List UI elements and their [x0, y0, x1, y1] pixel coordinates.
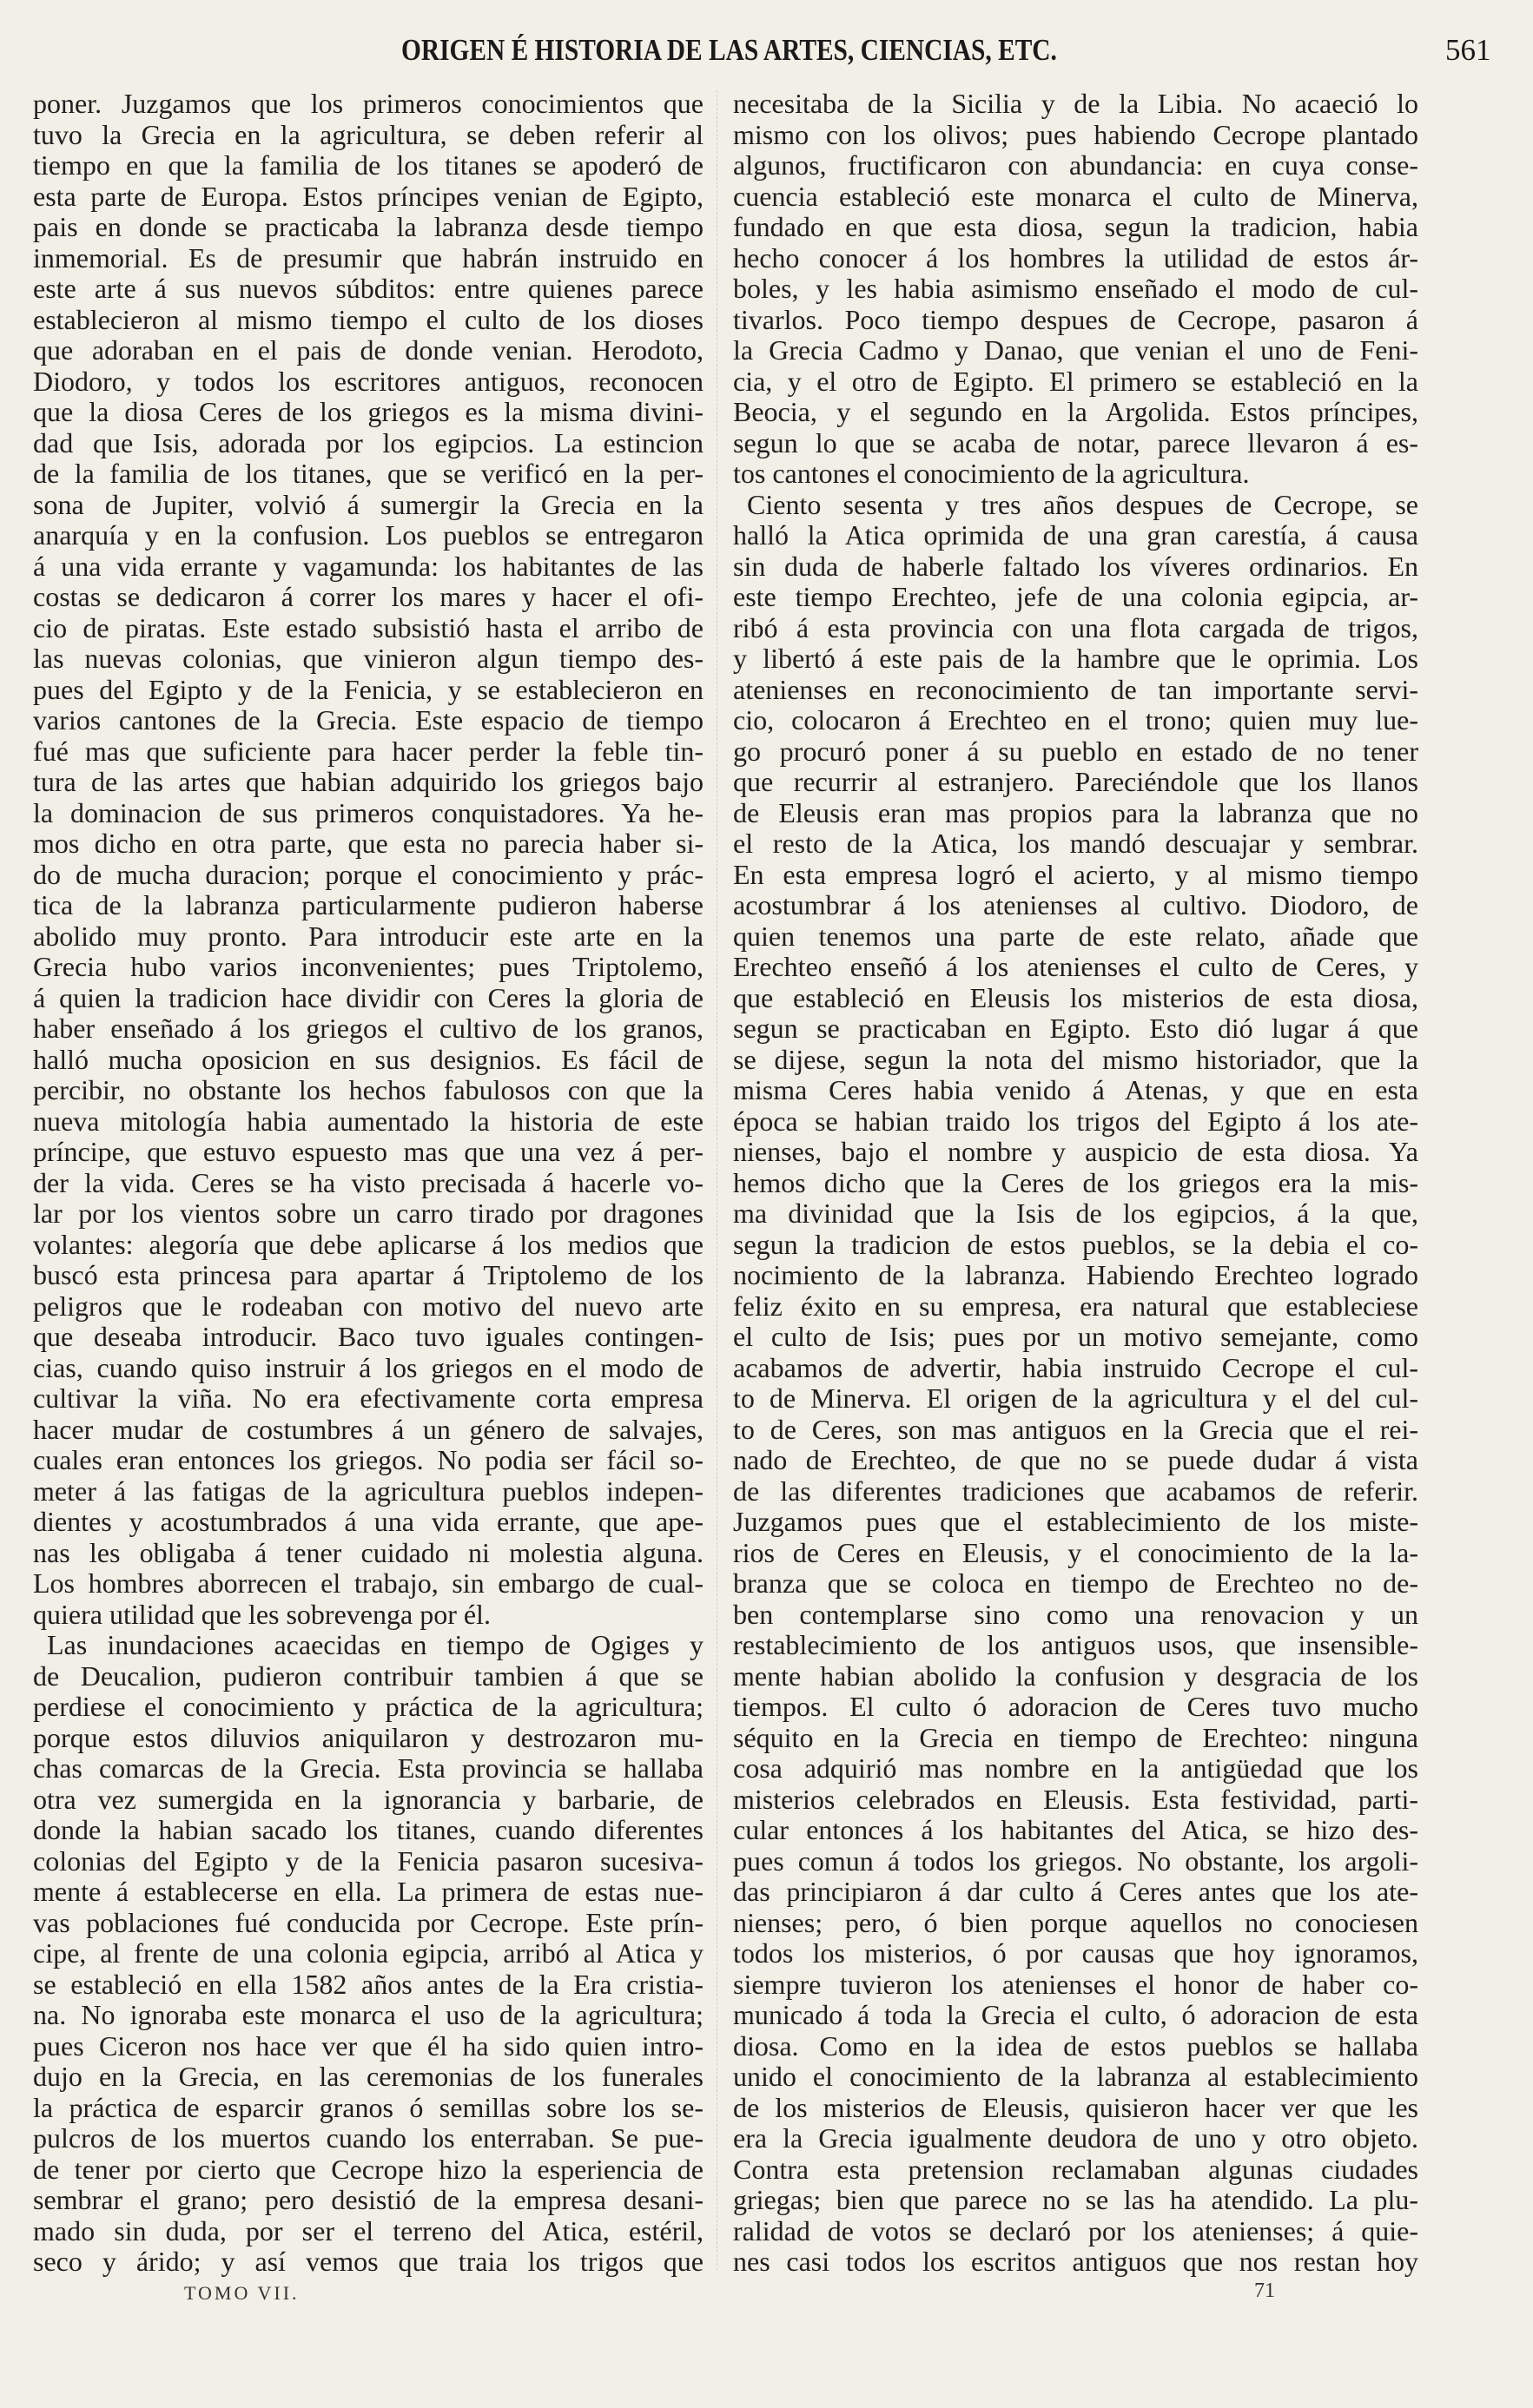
text-line: séquito en la Grecia en tiempo de Erechteo: ninguna	[733, 1722, 1418, 1753]
left-column	[33, 89, 704, 2278]
text-line: establecieron al mismo tiempo el culto de los dioses	[33, 304, 704, 335]
text-line: feliz éxito en su empresa, era natural que estableciese	[733, 1290, 1418, 1322]
text-line: nas les obligaba á tener cuidado ni molestia alguna.	[33, 1537, 704, 1568]
text-line: ma divinidad que la Isis de los egipcios, á la que,	[733, 1198, 1418, 1229]
text-line: Diodoro, y todos los escritores antiguos, reconocen	[33, 366, 704, 397]
text-line: nado de Erechteo, de que no se puede dudar á vista	[733, 1445, 1418, 1475]
text-line: Los hombres aborrecen el trabajo, sin embargo de cual-	[33, 1568, 704, 1599]
text-line: la dominacion de sus primeros conquistadores. Ya he-	[33, 797, 704, 828]
text-line: chas comarcas de la Grecia. Esta provincia se hallaba	[33, 1753, 704, 1784]
text-line: segun la tradicion de estos pueblos, se la debia el co-	[733, 1229, 1418, 1260]
text-line: diosa. Como en la idea de estos pueblos se hallaba	[733, 2030, 1418, 2062]
text-line: cio, colocaron á Erechteo en el trono; quien muy lue-	[733, 705, 1418, 736]
text-line: hacer mudar de costumbres á un género de salvajes,	[33, 1414, 704, 1445]
text-line: nocimiento de la labranza. Habiendo Erechteo logrado	[733, 1260, 1418, 1290]
text-line: lar por los vientos sobre un carro tirado por dragones	[33, 1198, 704, 1229]
text-line: dientes y acostumbrados á una vida errante, que ape-	[33, 1507, 704, 1537]
text-line: sin duda de haberle faltado los víveres ordinarios. En	[733, 551, 1418, 582]
text-line: costas se dedicaron á correr los mares y hacer el ofi-	[33, 582, 704, 612]
text-line: halló mucha oposicion en sus designios. Es fácil de	[33, 1044, 704, 1075]
text-line: nes casi todos los escritos antiguos que nos restan hoy	[733, 2246, 1418, 2277]
text-line: Juzgamos pues que el establecimiento de los miste-	[733, 1507, 1418, 1537]
text-line: segun lo que se acaba de notar, parece llevaron á es-	[733, 427, 1418, 459]
text-line: fué mas que suficiente para hacer perder la feble tin-	[33, 736, 704, 767]
text-line: era la Grecia igualmente deudora de uno y otro objeto.	[733, 2123, 1418, 2154]
text-line: esta parte de Europa. Estos príncipes venian de Egipto,	[33, 181, 704, 212]
text-line: nienses; pero, ó bien porque aquellos no conociesen	[733, 1907, 1418, 1938]
text-line: el culto de Isis; pues por un motivo semejante, como	[733, 1322, 1418, 1352]
text-line: cia, y el otro de Egipto. El primero se estableció en la	[733, 366, 1418, 397]
text-line: restablecimiento de los antiguos usos, que insensible-	[733, 1630, 1418, 1660]
text-line: quien tenemos una parte de este relato, añade que	[733, 920, 1418, 952]
text-line: unido el conocimiento de la labranza al establecimiento	[733, 2062, 1418, 2092]
text-line: peligros que le rodeaban con motivo del nuevo arte	[33, 1290, 704, 1322]
text-line: Grecia hubo varios inconvenientes; pues Triptolemo,	[33, 952, 704, 982]
text-line: municado á toda la Grecia el culto, ó adoracion de esta	[733, 2000, 1418, 2030]
text-line: ben contemplarse sino como una renovacion y un	[733, 1599, 1418, 1630]
text-line: cultivar la viña. No era efectivamente corta empresa	[33, 1383, 704, 1414]
text-line: dujo en la Grecia, en las ceremonias de los funerales	[33, 2062, 704, 2092]
text-line: pues del Egipto y de la Fenicia, y se establecieron en	[33, 674, 704, 705]
text-line: der la vida. Ceres se ha visto precisada á hacerle vo-	[33, 1167, 704, 1198]
text-line: que estableció en Eleusis los misterios de esta diosa,	[733, 982, 1418, 1013]
text-line: Las inundaciones acaecidas en tiempo de Ogiges y	[47, 1630, 704, 1660]
text-line: mente á establecerse en ella. La primera de estas nue-	[33, 1877, 704, 1907]
text-line: todos los misterios, ó por causas que hoy ignoramos,	[733, 1938, 1418, 1969]
text-line: atenienses en reconocimiento de tan importante servi-	[733, 674, 1418, 705]
text-line: pulcros de los muertos cuando los enterraban. Se pue-	[33, 2123, 704, 2154]
text-line: donde la habian sacado los titanes, cuando diferentes	[33, 1815, 704, 1845]
text-line: vas poblaciones fué conducida por Cecrope. Este prín-	[33, 1907, 704, 1938]
text-line: tiempo en que la familia de los titanes se apoderó de	[33, 150, 704, 181]
running-head-title: ORIGEN É HISTORIA DE LAS ARTES, CIENCIAS, ETC.	[401, 33, 1057, 67]
text-line: anarquía y en la confusion. Los pueblos se entregaron	[33, 520, 704, 551]
paragraph	[733, 490, 1418, 2278]
text-line: de los misterios de Eleusis, quisieron hacer ver que les	[733, 2092, 1418, 2123]
text-line: abolido muy pronto. Para introducir este arte en la	[33, 920, 704, 952]
text-line: de las diferentes tradiciones que acabamos de referir.	[733, 1475, 1418, 1507]
text-line: En esta empresa logró el acierto, y al mismo tiempo	[733, 859, 1418, 890]
text-line: misterios celebrados en Eleusis. Esta festividad, parti-	[733, 1784, 1418, 1815]
text-line: de Eleusis eran mas propios para la labranza que no	[733, 797, 1418, 828]
text-line: haber enseñado á los griegos el cultivo de los granos,	[33, 1013, 704, 1044]
text-line: ralidad de votos se declaró por los atenienses; á quie-	[733, 2215, 1418, 2246]
text-line: que adoraban en el pais de donde venian. Herodoto,	[33, 335, 704, 366]
text-line: la Grecia Cadmo y Danao, que venian el uno de Feni-	[733, 335, 1418, 366]
text-line: la práctica de esparcir granos ó semillas sobre los se-	[33, 2092, 704, 2123]
text-line: á quien la tradicion hace dividir con Ceres la gloria de	[33, 982, 704, 1013]
text-line: halló la Atica oprimida de una gran carestía, á causa	[733, 520, 1418, 551]
text-line: otra vez sumergida en la ignorancia y barbarie, de	[33, 1784, 704, 1815]
text-line: cuencia estableció este monarca el culto de Minerva,	[733, 181, 1418, 212]
text-line: tica de la labranza particularmente pudieron haberse	[33, 890, 704, 920]
text-line: das principiaron á dar culto á Ceres antes que los ate-	[733, 1877, 1418, 1907]
text-line: pais en donde se practicaba la labranza desde tiempo	[33, 212, 704, 242]
text-line: tiempos. El culto ó adoracion de Ceres tuvo mucho	[733, 1692, 1418, 1722]
text-line: que recurrir al estranjero. Pareciéndole que los llanos	[733, 767, 1418, 797]
text-line: cio de piratas. Este estado subsistió hasta el arribo de	[33, 612, 704, 643]
text-line: las nuevas colonias, que vinieron algun tiempo des-	[33, 643, 704, 674]
text-line: de la familia de los titanes, que se verificó en la per-	[33, 459, 704, 489]
text-line: inmemorial. Es de presumir que habrán instruido en	[33, 242, 704, 274]
text-line: mado sin duda, por ser el terreno del Atica, estéril,	[33, 2215, 704, 2246]
text-line: este arte á sus nuevos súbditos: entre quienes parece	[33, 274, 704, 304]
text-line: colonias del Egipto y de la Fenicia pasaron sucesiva-	[33, 1845, 704, 1877]
text-line: á una vida errante y vagamunda: los habitantes de las	[33, 551, 704, 582]
text-line: este tiempo Erechteo, jefe de una colonia egipcia, ar-	[733, 582, 1418, 612]
text-line: necesitaba de la Sicilia y de la Libia. No acaeció lo	[733, 89, 1418, 119]
text-line: segun se practicaban en Egipto. Esto dió lugar á que	[733, 1013, 1418, 1044]
text-line: que deseaba introducir. Baco tuvo iguales contingen-	[33, 1322, 704, 1352]
text-line: tura de las artes que habian adquirido los griegos bajo	[33, 767, 704, 797]
text-line: varios cantones de la Grecia. Este espacio de tiempo	[33, 705, 704, 736]
text-line: quiera utilidad que les sobrevenga por él.	[33, 1599, 491, 1630]
paragraph	[733, 89, 1418, 490]
signature-mark: 71	[1254, 2279, 1275, 2302]
right-column	[733, 89, 1418, 2278]
text-line: go procuró poner á su pueblo en estado de no tener	[733, 736, 1418, 767]
text-line: sona de Jupiter, volvió á sumergir la Grecia en la	[33, 489, 704, 520]
text-line: de Deucalion, pudieron contribuir tambien á que se	[33, 1660, 704, 1692]
text-line: tuvo la Grecia en la agricultura, se deben referir al	[33, 119, 704, 150]
text-line: y libertó á este pais de la hambre que le oprimia. Los	[733, 643, 1418, 674]
text-line: mente habian abolido la confusion y desgracia de los	[733, 1660, 1418, 1692]
text-line: poner. Juzgamos que los primeros conocimientos que	[33, 89, 704, 119]
text-line: acabamos de advertir, habia instruido Cecrope el cul-	[733, 1352, 1418, 1383]
text-line: hecho conocer á los hombres la utilidad de estos ár-	[733, 242, 1418, 274]
text-line: volantes: alegoría que debe aplicarse á los medios que	[33, 1229, 704, 1260]
text-line: perdiese el conocimiento y práctica de la agricultura;	[33, 1692, 704, 1722]
paragraph	[33, 1630, 704, 2278]
volume-label: TOMO VII.	[184, 2282, 300, 2304]
text-line: cipe, al frente de una colonia egipcia, arribó al Atica y	[33, 1938, 704, 1969]
text-line: nienses, bajo el nombre y auspicio de esta diosa. Ya	[733, 1137, 1418, 1167]
page-number: 561	[1445, 33, 1491, 67]
text-line: rios de Ceres en Eleusis, y el conocimiento de la la-	[733, 1537, 1418, 1568]
text-line: acostumbrar á los atenienses al cultivo. Diodoro, de	[733, 890, 1418, 920]
text-line: tivarlos. Poco tiempo despues de Cecrope, pasaron á	[733, 304, 1418, 335]
text-line: se estableció en ella 1582 años antes de la Era cristia-	[33, 1969, 704, 2000]
text-line: fundado en que esta diosa, segun la tradicion, habia	[733, 212, 1418, 242]
text-line: que la diosa Ceres de los griegos es la misma divini-	[33, 397, 704, 427]
text-line: príncipe, que estuvo espuesto mas que una vez á per-	[33, 1137, 704, 1167]
text-line: Beocia, y el segundo en la Argolida. Estos príncipes,	[733, 397, 1418, 427]
text-line: el resto de la Atica, los mandó descuajar y sembrar.	[733, 828, 1418, 859]
text-line: Erechteo enseñó á los atenienses el culto de Ceres, y	[733, 952, 1418, 982]
text-line: algunos, fructificaron con abundancia: en cuya conse-	[733, 150, 1418, 181]
text-line: dad que Isis, adorada por los egipcios. La estincion	[33, 427, 704, 459]
text-line: cuales eran entonces los griegos. No podia ser fácil so-	[33, 1445, 704, 1475]
text-line: siempre tuvieron los atenienses el honor de haber co-	[733, 1969, 1418, 2000]
text-line: ribó á esta provincia con una flota cargada de trigos,	[733, 612, 1418, 643]
text-line: meter á las fatigas de la agricultura pueblos indepen-	[33, 1475, 704, 1507]
text-line: tos cantones el conocimiento de la agricultura.	[733, 459, 1250, 489]
text-line: pues comun á todos los griegos. No obstante, los argoli-	[733, 1845, 1418, 1877]
text-line: mos dicho en otra parte, que esta no parecia haber si-	[33, 828, 704, 859]
text-line: na. No ignoraba este monarca el uso de la agricultura;	[33, 2000, 704, 2030]
text-line: pues Ciceron nos hace ver que él ha sido quien intro-	[33, 2030, 704, 2062]
text-line: do de mucha duracion; porque el conocimiento y prác-	[33, 859, 704, 890]
text-line: época se habian traido los trigos del Egipto á los ate-	[733, 1105, 1418, 1137]
text-line: branza que se coloca en tiempo de Erechteo no de-	[733, 1568, 1418, 1599]
text-line: de tener por cierto que Cecrope hizo la esperiencia de	[33, 2154, 704, 2185]
text-line: percibir, no obstante los hechos fabulosos con que la	[33, 1075, 704, 1105]
text-line: porque estos diluvios aniquilaron y destrozaron mu-	[33, 1722, 704, 1753]
text-line: seco y árido; y así vemos que traia los trigos que	[33, 2246, 704, 2277]
text-line: to de Ceres, son mas antiguos en la Grecia que el rei-	[733, 1414, 1418, 1445]
text-line: mismo con los olivos; pues habiendo Cecrope plantado	[733, 119, 1418, 150]
text-line: nueva mitología habia aumentado la historia de este	[33, 1105, 704, 1137]
text-line: hemos dicho que la Ceres de los griegos era la mis-	[733, 1167, 1418, 1198]
text-line: to de Minerva. El origen de la agricultura y el del cul-	[733, 1383, 1418, 1414]
text-line: boles, y les habia asimismo enseñado el modo de cul-	[733, 274, 1418, 304]
text-line: se dijese, segun la nota del mismo historiador, que la	[733, 1044, 1418, 1075]
text-line: griegas; bien que parece no se las ha atendido. La plu-	[733, 2185, 1418, 2215]
text-line: cular entonces á los habitantes del Atica, se hizo des-	[733, 1815, 1418, 1845]
text-line: cias, cuando quiso instruir á los griegos en el modo de	[33, 1352, 704, 1383]
paragraph	[33, 89, 704, 1630]
text-line: buscó esta princesa para apartar á Triptolemo de los	[33, 1260, 704, 1290]
text-line: sembrar el grano; pero desistió de la empresa desani-	[33, 2185, 704, 2215]
text-line: Ciento sesenta y tres años despues de Cecrope, se	[747, 489, 1418, 520]
text-line: misma Ceres habia venido á Atenas, y que en esta	[733, 1075, 1418, 1105]
text-line: Contra esta pretension reclamaban algunas ciudades	[733, 2154, 1418, 2185]
text-line: cosa adquirió mas nombre en la antigüedad que los	[733, 1753, 1418, 1784]
